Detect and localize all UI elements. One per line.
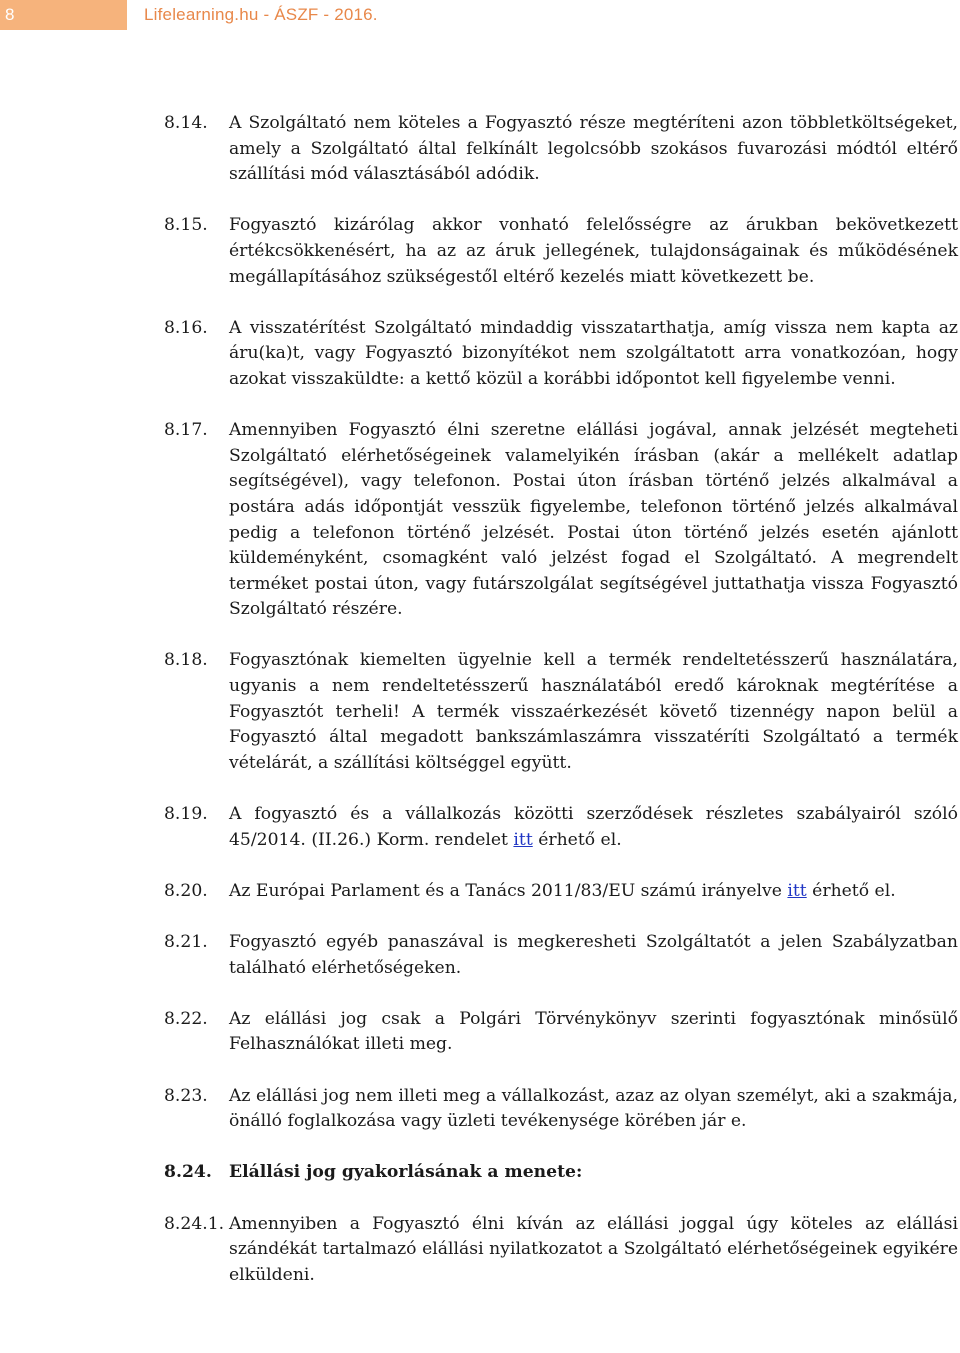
clause-number: 8.22. <box>164 1008 208 1029</box>
clause-8-18 <box>164 648 958 776</box>
clause-text: Az elállási jog csak a Polgári Törvénykönyv szerinti fogyasztónak minősülő Felhasználókat illeti meg. <box>229 1008 958 1055</box>
clause-text: Amennyiben Fogyasztó élni szeretne elállási jogával, annak jelzését megteheti Szolgáltató elérhetőségeinek valamelyikén írásban (akár a mellékelt adatlap segítségével), vagy telefonon. Postai úton írásban történő jelzés alkalmával a postára adás időpontját vesszük figyelembe, telefonon történő jelzés alkalmával pedig a telefonon történő jelzését. Postai úton történő jelzés esetén ajánlott küldeményként, csomagként való jelzést fogad el Szolgáltató. A megrendelt terméket postai úton, vagy futárszolgálat segítségével juttathatja vissza Fogyasztó Szolgáltató részére. <box>229 420 958 620</box>
clause-number: 8.14. <box>164 113 208 133</box>
clause-text <box>229 802 958 853</box>
clause-text-part: érhető el. <box>806 880 896 901</box>
clause-number: 8.15. <box>164 215 208 236</box>
clause-8-24-heading <box>164 1160 958 1186</box>
clause-8-17 <box>164 418 958 623</box>
clause-text: Az elállási jog nem illeti meg a vállalkozást, azaz az olyan személyt, aki a szakmája, önálló foglalkozása vagy üzleti tevékenysége körében jár e. <box>229 1085 958 1132</box>
clause-number: 8.17. <box>164 420 208 441</box>
clause-8-23 <box>164 1084 958 1135</box>
clause-8-16 <box>164 316 958 393</box>
clause-8-14 <box>164 111 958 188</box>
page-header <box>0 0 378 30</box>
clause-8-20 <box>164 879 958 905</box>
clause-8-19 <box>164 802 958 853</box>
clause-number: 8.24. <box>164 1162 212 1183</box>
page-number: 8 <box>0 0 127 30</box>
clause-number: 8.20. <box>164 880 208 901</box>
clause-text <box>229 879 958 905</box>
header-title: Lifelearning.hu - ÁSZF - 2016. <box>144 5 378 24</box>
clause-number: 8.21. <box>164 932 208 952</box>
clause-number: 8.24.1. <box>164 1213 225 1234</box>
clause-text-part: érhető el. <box>532 829 622 850</box>
clause-text: A visszatérítést Szolgáltató mindaddig visszatarthatja, amíg vissza nem kapta az áru(ka)t, vagy Fogyasztó bizonyítékot nem szolgáltatott arra vonatkozóan, hogy azokat visszaküldte: a kettő közül a korábbi időpontot kell figyelembe venni. <box>229 317 958 389</box>
clause-text: Amennyiben a Fogyasztó élni kíván az elállási joggal úgy köteles az elállási szándékát tartalmazó elállási nyilatkozatot a Szolgáltató elérhetőségeinek egyikére elküldeni. <box>229 1213 958 1285</box>
document-body <box>164 111 958 1314</box>
directive-link[interactable]: itt <box>787 880 807 901</box>
clause-number: 8.23. <box>164 1085 208 1106</box>
clause-text-part: Az Európai Parlament és a Tanács 2011/83/EU számú irányelve <box>229 880 788 901</box>
clause-8-22 <box>164 1007 958 1058</box>
clause-number: 8.19. <box>164 804 208 825</box>
clause-number: 8.18. <box>164 650 208 671</box>
clause-number: 8.16. <box>164 317 208 338</box>
clause-8-15 <box>164 213 958 290</box>
clause-text: Fogyasztó egyéb panaszával is megkeresheti Szolgáltatót a jelen Szabályzatban található elérhetőségeken. <box>229 932 958 978</box>
clause-text-part: A fogyasztó és a vállalkozás közötti szerződések részletes szabályairól szóló 45/2014. (II.26.) Korm. rendelet <box>229 804 958 850</box>
decree-link[interactable]: itt <box>513 829 533 850</box>
clause-text: Fogyasztónak kiemelten ügyelnie kell a termék rendeltetésszerű használatára, ugyanis a nem rendeltetésszerű használatából eredő károknak megtérítése a Fogyasztót terheli! A termék visszaérkezését követő tizennégy napon belül a Fogyasztó által megadott bankszámlaszámra visszatéríti Szolgáltató a termék vételárát, a szállítási költséggel együtt. <box>229 650 958 773</box>
section-heading: Elállási jog gyakorlásának a menete: <box>229 1162 583 1183</box>
clause-text: Fogyasztó kizárólag akkor vonható felelősségre az árukban bekövetkezett értékcsökkenésért, ha az az áruk jellegének, tulajdonságainak és működésének megállapításához szükségestől eltérő kezelés miatt következett be. <box>229 215 958 287</box>
clause-8-21 <box>164 930 958 981</box>
clause-text: A Szolgáltató nem köteles a Fogyasztó része megtéríteni azon többletköltségeket, amely a Szolgáltató által felkínált legolcsóbb szokásos fuvarozási módtól eltérő szállítási mód választásából adódik. <box>229 113 958 185</box>
clause-8-24-1 <box>164 1212 958 1289</box>
